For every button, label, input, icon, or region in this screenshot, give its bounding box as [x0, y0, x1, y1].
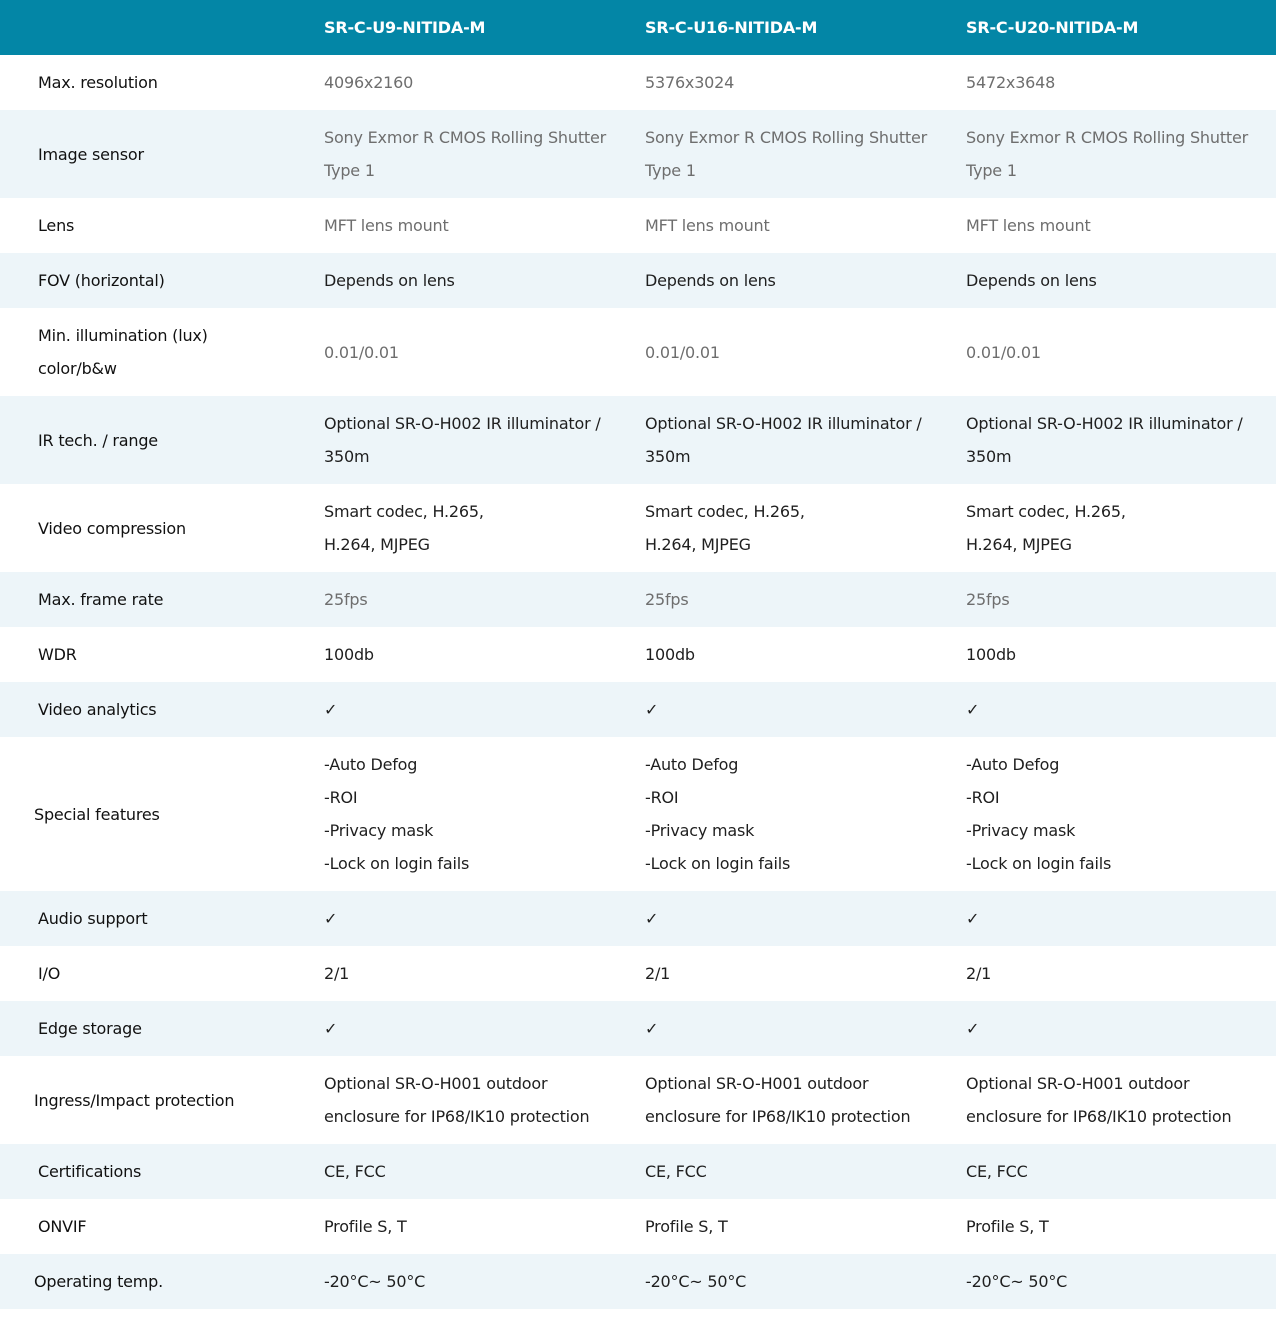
row-label: Max. frame rate	[38, 590, 164, 609]
row-label: ONVIF	[38, 1217, 87, 1236]
row-label: Ingress/Impact protection	[34, 1090, 235, 1110]
cell-value: 4096x2160	[324, 73, 414, 92]
cell-line: Sony Exmor R CMOS Rolling Shutter	[645, 128, 927, 147]
cell-line: 350m	[645, 447, 691, 466]
check-icon: ✓	[324, 700, 338, 719]
cell-line: -Auto Defog	[966, 755, 1060, 774]
cell-line: Optional SR-O-H001 outdoor	[645, 1074, 869, 1093]
cell-value: 100db	[645, 645, 695, 664]
cell-line: 350m	[966, 447, 1012, 466]
cell-value: 0.01/0.01	[324, 342, 399, 362]
row-label-line: color/b&w	[38, 359, 117, 378]
cell-line: Optional SR-O-H001 outdoor	[324, 1074, 548, 1093]
cell-value	[952, 396, 1276, 484]
row-label: Max. resolution	[38, 73, 158, 92]
cell-value: 25fps	[645, 590, 689, 609]
cell-value	[952, 737, 1276, 891]
cell-line: -Privacy mask	[645, 821, 755, 840]
cell-line: enclosure for IP68/IK10 protection	[324, 1107, 590, 1126]
cell-value	[631, 484, 952, 572]
check-icon: ✓	[324, 909, 338, 928]
header-product-u9: SR-C-U9-NITIDA-M	[324, 18, 486, 37]
cell-value	[952, 110, 1276, 198]
cell-value: Profile S, T	[645, 1217, 728, 1236]
check-icon: ✓	[324, 1019, 338, 1038]
row-label: Special features	[34, 804, 160, 824]
cell-value	[631, 396, 952, 484]
cell-value	[310, 484, 631, 572]
cell-value: -20°C~ 50°C	[324, 1272, 426, 1291]
row-label: Audio support	[38, 909, 148, 928]
cell-value: -20°C~ 50°C	[645, 1272, 747, 1291]
cell-line: Sony Exmor R CMOS Rolling Shutter	[966, 128, 1248, 147]
cell-line: -Lock on login fails	[645, 854, 791, 873]
cell-value	[952, 1056, 1276, 1144]
cell-line: Optional SR-O-H002 IR illuminator /	[645, 414, 922, 433]
cell-value	[952, 682, 1276, 737]
check-icon: ✓	[966, 1019, 980, 1038]
table-row	[0, 55, 1276, 110]
table-row	[0, 253, 1276, 308]
table-row	[0, 484, 1276, 572]
row-label	[0, 308, 310, 396]
table-header-row	[0, 0, 1276, 55]
cell-line: enclosure for IP68/IK10 protection	[966, 1107, 1232, 1126]
cell-value: CE, FCC	[966, 1162, 1028, 1181]
header-blank-cell	[0, 0, 310, 55]
cell-line: -Auto Defog	[324, 755, 418, 774]
table-row	[0, 110, 1276, 198]
cell-value	[631, 1056, 952, 1144]
cell-line: Type 1	[645, 161, 696, 180]
table-row	[0, 737, 1276, 891]
cell-value	[310, 110, 631, 198]
cell-line: -ROI	[645, 788, 679, 807]
table-row	[0, 1199, 1276, 1254]
cell-value: CE, FCC	[324, 1162, 386, 1181]
cell-line: Smart codec, H.265,	[645, 502, 805, 521]
table-row	[0, 891, 1276, 946]
table-row	[0, 396, 1276, 484]
cell-value	[631, 1001, 952, 1056]
row-label: I/O	[38, 964, 61, 983]
cell-line: -Auto Defog	[645, 755, 739, 774]
cell-line: 350m	[324, 447, 370, 466]
cell-value	[952, 1001, 1276, 1056]
cell-value: 25fps	[966, 590, 1010, 609]
cell-value	[952, 891, 1276, 946]
cell-value: MFT lens mount	[966, 216, 1091, 235]
row-label: Edge storage	[38, 1019, 142, 1038]
row-label: IR tech. / range	[38, 430, 158, 450]
check-icon: ✓	[645, 700, 659, 719]
cell-value: 0.01/0.01	[645, 342, 720, 362]
row-label: Video compression	[38, 518, 186, 538]
cell-value: 2/1	[645, 964, 671, 983]
cell-value	[310, 1056, 631, 1144]
cell-line: Smart codec, H.265,	[966, 502, 1126, 521]
row-label: Certifications	[38, 1162, 142, 1181]
cell-line: Optional SR-O-H002 IR illuminator /	[966, 414, 1243, 433]
row-label: Lens	[38, 216, 75, 235]
table-row	[0, 1001, 1276, 1056]
cell-value	[310, 396, 631, 484]
table-row	[0, 1144, 1276, 1199]
check-icon: ✓	[966, 700, 980, 719]
cell-value	[310, 891, 631, 946]
cell-line: -Privacy mask	[324, 821, 434, 840]
cell-value: 2/1	[324, 964, 350, 983]
cell-line: Optional SR-O-H001 outdoor	[966, 1074, 1190, 1093]
cell-line: -Privacy mask	[966, 821, 1076, 840]
check-icon: ✓	[966, 909, 980, 928]
cell-line: Type 1	[324, 161, 375, 180]
cell-value	[631, 891, 952, 946]
row-label: FOV (horizontal)	[38, 271, 165, 290]
table-row	[0, 308, 1276, 396]
table-row	[0, 572, 1276, 627]
cell-line: H.264, MJPEG	[324, 535, 430, 554]
cell-value: Depends on lens	[324, 271, 455, 290]
cell-value	[310, 682, 631, 737]
cell-value: 100db	[324, 645, 374, 664]
row-label: Operating temp.	[34, 1272, 164, 1291]
cell-line: Optional SR-O-H002 IR illuminator /	[324, 414, 601, 433]
header-product-u20: SR-C-U20-NITIDA-M	[966, 18, 1139, 37]
cell-value	[952, 484, 1276, 572]
header-product-u16: SR-C-U16-NITIDA-M	[645, 18, 818, 37]
cell-line: Type 1	[966, 161, 1017, 180]
table-row	[0, 627, 1276, 682]
cell-value: MFT lens mount	[324, 216, 449, 235]
table-row	[0, 1254, 1276, 1309]
cell-value: Profile S, T	[324, 1217, 407, 1236]
row-label: Video analytics	[38, 700, 157, 719]
check-icon: ✓	[645, 909, 659, 928]
cell-line: H.264, MJPEG	[966, 535, 1072, 554]
cell-value	[631, 737, 952, 891]
cell-value	[631, 682, 952, 737]
table-row	[0, 198, 1276, 253]
row-label-line: Min. illumination (lux)	[38, 326, 208, 345]
table-row	[0, 1056, 1276, 1144]
check-icon: ✓	[645, 1019, 659, 1038]
row-label: Image sensor	[38, 144, 144, 164]
table-row	[0, 682, 1276, 737]
cell-line: -ROI	[966, 788, 1000, 807]
cell-value: 5472x3648	[966, 73, 1056, 92]
cell-value: 0.01/0.01	[966, 342, 1041, 362]
row-label: WDR	[38, 645, 77, 664]
cell-line: Sony Exmor R CMOS Rolling Shutter	[324, 128, 606, 147]
cell-value: 5376x3024	[645, 73, 735, 92]
cell-value: 100db	[966, 645, 1016, 664]
cell-value: Depends on lens	[966, 271, 1097, 290]
cell-value	[631, 110, 952, 198]
cell-value	[310, 1001, 631, 1056]
cell-value: 25fps	[324, 590, 368, 609]
cell-line: Smart codec, H.265,	[324, 502, 484, 521]
cell-line: enclosure for IP68/IK10 protection	[645, 1107, 911, 1126]
cell-value: MFT lens mount	[645, 216, 770, 235]
cell-value	[310, 737, 631, 891]
cell-line: -Lock on login fails	[324, 854, 470, 873]
table-row	[0, 946, 1276, 1001]
cell-value: Profile S, T	[966, 1217, 1049, 1236]
cell-line: H.264, MJPEG	[645, 535, 751, 554]
cell-value: 2/1	[966, 964, 992, 983]
cell-line: -ROI	[324, 788, 358, 807]
cell-value: -20°C~ 50°C	[966, 1272, 1068, 1291]
cell-value: CE, FCC	[645, 1162, 707, 1181]
cell-value: Depends on lens	[645, 271, 776, 290]
cell-line: -Lock on login fails	[966, 854, 1112, 873]
